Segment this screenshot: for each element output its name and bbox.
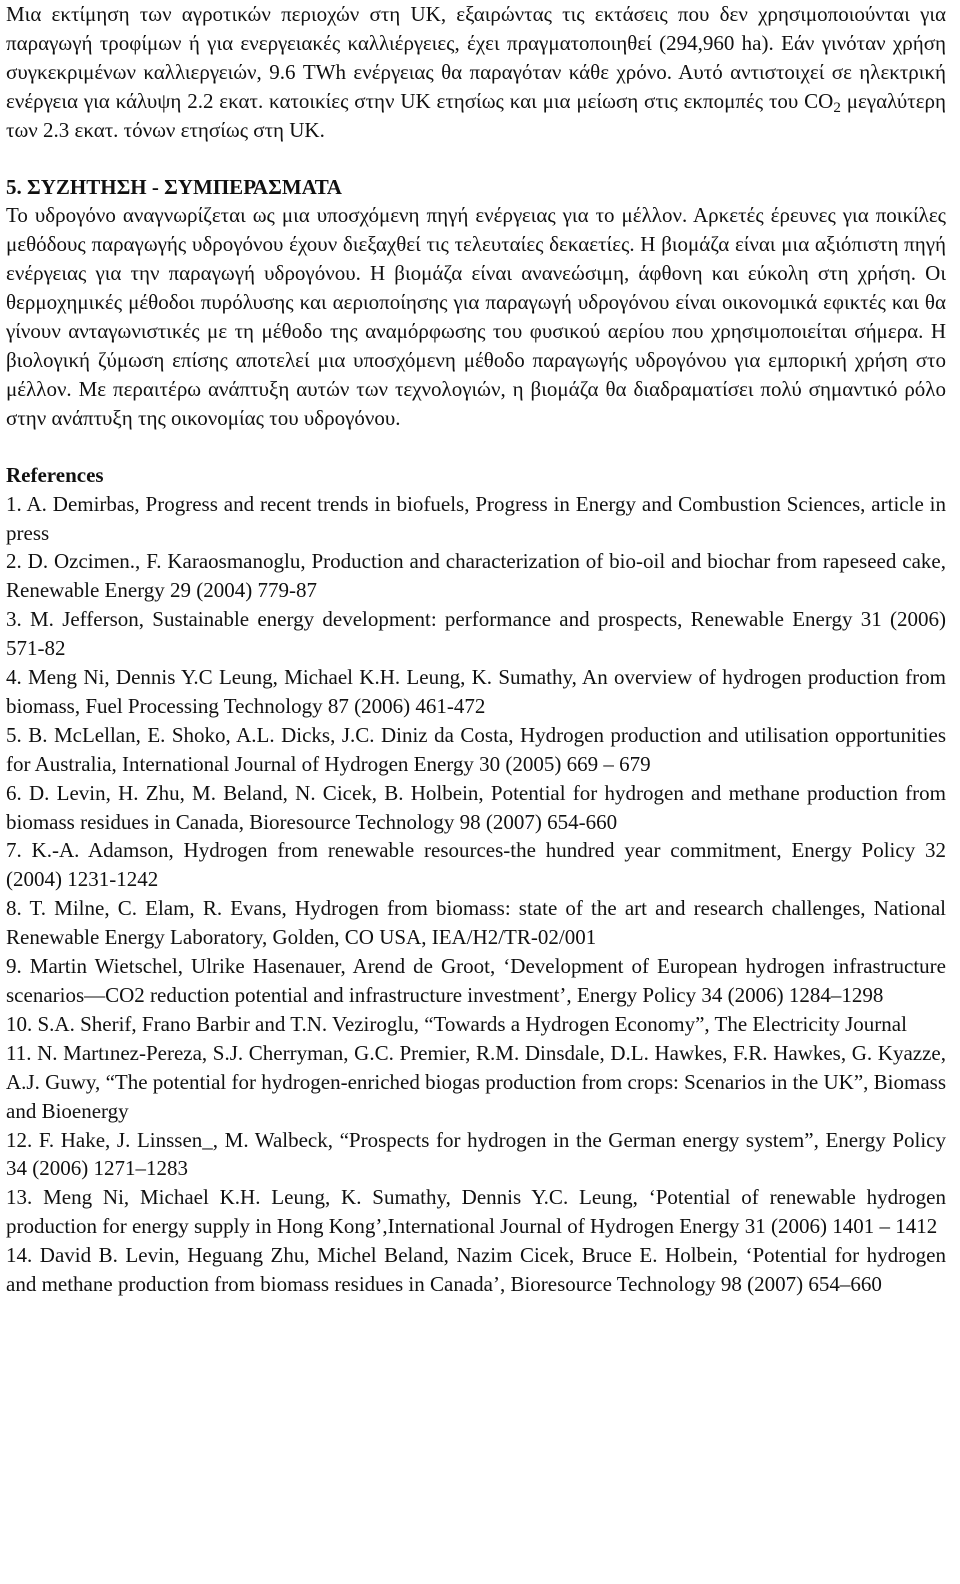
references-list — [6, 490, 946, 1299]
intro-text: Μια εκτίμηση των αγροτικών περιοχών στη UK, εξαιρώντας τις εκτάσεις που δεν χρησιμοποιούνται για παραγωγή τροφίμων ή για ενεργειακές καλλιέργειες, έχει πραγματοποιηθεί (294,960 ha). Εάν γινόταν χρήση συγκεκριμένων καλλιεργειών, 9.6 TWh ενέργειας θα παραγόταν κάθε χρόνο. Αυτό αντιστοιχεί σε ηλεκτρική ενέργεια για κάλυψη 2.2 εκατ. κατοικίες στην UK ετησίως και μια μείωση στις εκπομπές του CO — [6, 2, 946, 113]
reference-item: 11. N. Martınez-Pereza, S.J. Cherryman, G.C. Premier, R.M. Dinsdale, D.L. Hawkes, F.R. Hawkes, G. Kyazze, A.J. Guwy, “The potential for hydrogen-enriched biogas production from crops: Scenarios in the UK”, Biomass and Bioenergy — [6, 1040, 946, 1123]
section-heading: 5. ΣΥΖΗΤΗΣΗ - ΣΥΜΠΕΡΑΣΜΑΤΑ — [6, 174, 342, 199]
intro-text-end: μεγαλύτερη των 2.3 εκατ. τόνων ετησίως στη UK. — [6, 88, 946, 142]
reference-item: 3. M. Jefferson, Sustainable energy development: performance and prospects, Renewable Energy 31 (2006) 571-82 — [6, 607, 946, 661]
reference-item: 14. David B. Levin, Heguang Zhu, Michel Beland, Nazim Cicek, Bruce E. Holbein, ‘Potential for hydrogen and methane production from biomass residues in Canada’, Bioresource Technology 98 (2007) 654–660 — [6, 1243, 946, 1297]
reference-item: 2. D. Ozcimen., F. Karaosmanoglu, Production and characterization of bio-oil and biochar from rapeseed cake, Renewable Energy 29 (2004) 779-87 — [6, 549, 946, 603]
reference-item: 9. Martin Wietschel, Ulrike Hasenauer, Arend de Groot, ‘Development of European hydrogen infrastructure scenarios—CO2 reduction potential and infrastructure investment’, Energy Policy 34 (2006) 1284–1298 — [6, 954, 946, 1007]
reference-item: 8. T. Milne, C. Elam, R. Evans, Hydrogen from biomass: state of the art and research challenges, National Renewable Energy Laboratory, Golden, CO USA, IEA/H2/TR-02/001 — [6, 896, 946, 950]
co2-subscript: 2 — [833, 99, 841, 116]
reference-item: 1. A. Demirbas, Progress and recent trends in biofuels, Progress in Energy and Combustion Sciences, article in press — [6, 491, 946, 545]
conclusions-paragraph: Το υδρογόνο αναγνωρίζεται ως μια υποσχόμενη πηγή ενέργειας για το μέλλον. Αρκετές έρευνες για ποικίλες μεθόδους παραγωγής υδρογόνου έχουν διεξαχθεί τις τελευταίες δεκαετίες. Η βιομάζα είναι μια αξιόπιστη πηγή ενέργειας για την παραγωγή υδρογόνου. Η βιομάζα είναι ανανεώσιμη, άφθονη και εύκολη στη χρήση. Οι θερμοχημικές μέθοδοι πυρόλυσης και αεριοποίησης για παραγωγή υδρογόνου είναι οικονομικά εφικτές και θα γίνουν ανταγωνιστικές με τη μέθοδο της αναμόρφωσης του φυσικού αερίου που χρησιμοποιείται σήμερα. Η βιολογική ζύμωση επίσης αποτελεί μια υποσχόμενη μέθοδο παραγωγής υδρογόνου για εμπορική χρήση στο μέλλον. Με περαιτέρω ανάπτυξη αυτών των τεχνολογιών, η βιομάζα θα διαδραματίσει πολύ σημαντικό ρόλο στην ανάπτυξη της οικονομίας του υδρογόνου. — [6, 203, 946, 430]
reference-item: 7. K.-A. Adamson, Hydrogen from renewable resources-the hundred year commitment, Energy Policy 32 (2004) 1231-1242 — [6, 838, 946, 892]
document-page — [6, 0, 946, 1299]
reference-item: 13. Meng Ni, Michael K.H. Leung, K. Sumathy, Dennis Y.C. Leung, ‘Potential of renewable hydrogen production for energy supply in Hong Kong’,International Journal of Hydrogen Energy 31 (2006) 1401 – 1412 — [6, 1185, 946, 1239]
reference-item: 5. B. McLellan, E. Shoko, A.L. Dicks, J.C. Diniz da Costa, Hydrogen production and utilisation opportunities for Australia, International Journal of Hydrogen Energy 30 (2005) 669 – 679 — [6, 722, 946, 776]
references-heading: References — [6, 462, 104, 487]
reference-item: 10. S.A. Sherif, Frano Barbir and T.N. Veziroglu, “Towards a Hydrogen Economy”, The Electricity Journal — [6, 1011, 907, 1036]
reference-item: 12. F. Hake, J. Linssen_, M. Walbeck, “Prospects for hydrogen in the German energy system”, Energy Policy 34 (2006) 1271–1283 — [6, 1127, 946, 1181]
intro-paragraph — [6, 0, 946, 145]
reference-item: 4. Meng Ni, Dennis Y.C Leung, Michael K.H. Leung, K. Sumathy, An overview of hydrogen production from biomass, Fuel Processing Technology 87 (2006) 461-472 — [6, 665, 946, 718]
reference-item: 6. D. Levin, H. Zhu, M. Beland, N. Cicek, B. Holbein, Potential for hydrogen and methane production from biomass residues in Canada, Bioresource Technology 98 (2007) 654-660 — [6, 780, 946, 834]
